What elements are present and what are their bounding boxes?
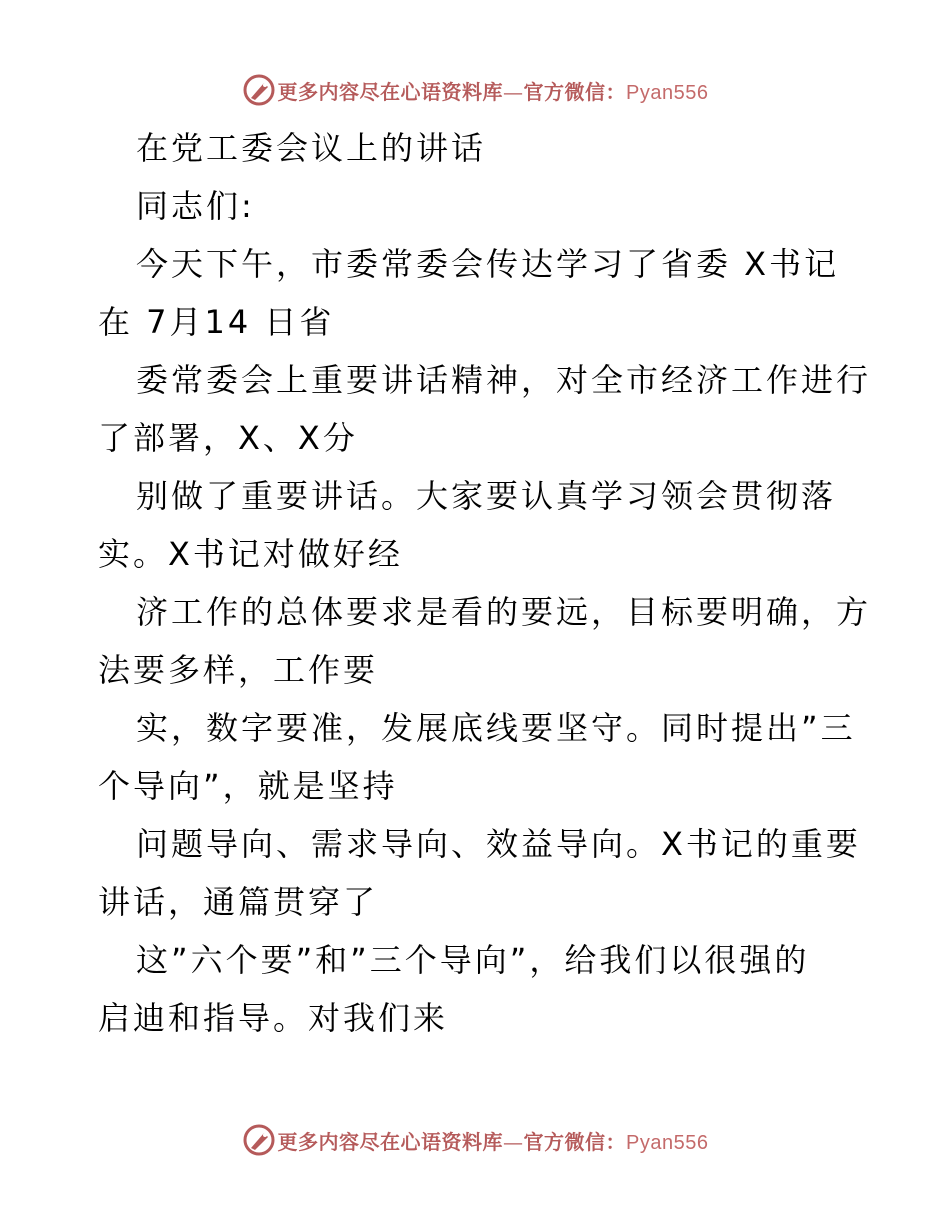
watermark-separator: —	[503, 1129, 524, 1154]
header-watermark	[0, 70, 950, 110]
paragraph-line: 实，数字要准，发展底线要坚守。同时提出”三	[136, 709, 856, 747]
paragraph-line: 讲话，通篇贯穿了	[98, 883, 379, 921]
watermark-text	[278, 76, 709, 105]
paragraph-line: 在 7月14 日省	[98, 303, 335, 341]
watermark-wechat-id: Pyan556	[626, 1131, 709, 1154]
paragraph-line: 委常委会上重要讲话精神，对全市经济工作进行	[136, 361, 872, 399]
paragraph-line: 别做了重要讲话。大家要认真学习领会贯彻落	[136, 477, 837, 515]
salutation: 同志们:	[136, 187, 255, 225]
watermark-wechat-id: Pyan556	[626, 81, 709, 104]
watermark-brand: 更多内容尽在心语资料库	[277, 79, 504, 104]
paragraph-line: 这”六个要”和”三个导向”，给我们以很强的	[136, 941, 810, 979]
document-title: 在党工委会议上的讲话	[136, 129, 487, 167]
watermark-text	[278, 1126, 709, 1155]
pen-nib-seal-icon	[242, 1123, 276, 1157]
footer-watermark	[0, 1120, 950, 1160]
paragraph-line: 今天下午，市委常委会传达学习了省委 X书记	[136, 245, 840, 283]
paragraph-line: 实。X书记对做好经	[98, 535, 403, 573]
paragraph-line: 济工作的总体要求是看的要远，目标要明确，方	[136, 593, 872, 631]
pen-nib-seal-icon	[242, 73, 276, 107]
watermark-group	[242, 1123, 709, 1157]
paragraph-line: 个导向”，就是坚持	[98, 767, 398, 805]
paragraph-line: 启迪和指导。对我们来	[98, 999, 449, 1037]
watermark-wechat-label: 官方微信：	[523, 79, 627, 104]
paragraph-line: 问题导向、需求导向、效益导向。X书记的重要	[136, 825, 861, 863]
watermark-group	[242, 73, 709, 107]
paragraph-line: 了部署，X、X分	[98, 419, 358, 457]
watermark-wechat-label: 官方微信：	[523, 1129, 627, 1154]
paragraph-line: 法要多样，工作要	[98, 651, 379, 689]
watermark-separator: —	[503, 79, 524, 104]
watermark-brand: 更多内容尽在心语资料库	[277, 1129, 504, 1154]
